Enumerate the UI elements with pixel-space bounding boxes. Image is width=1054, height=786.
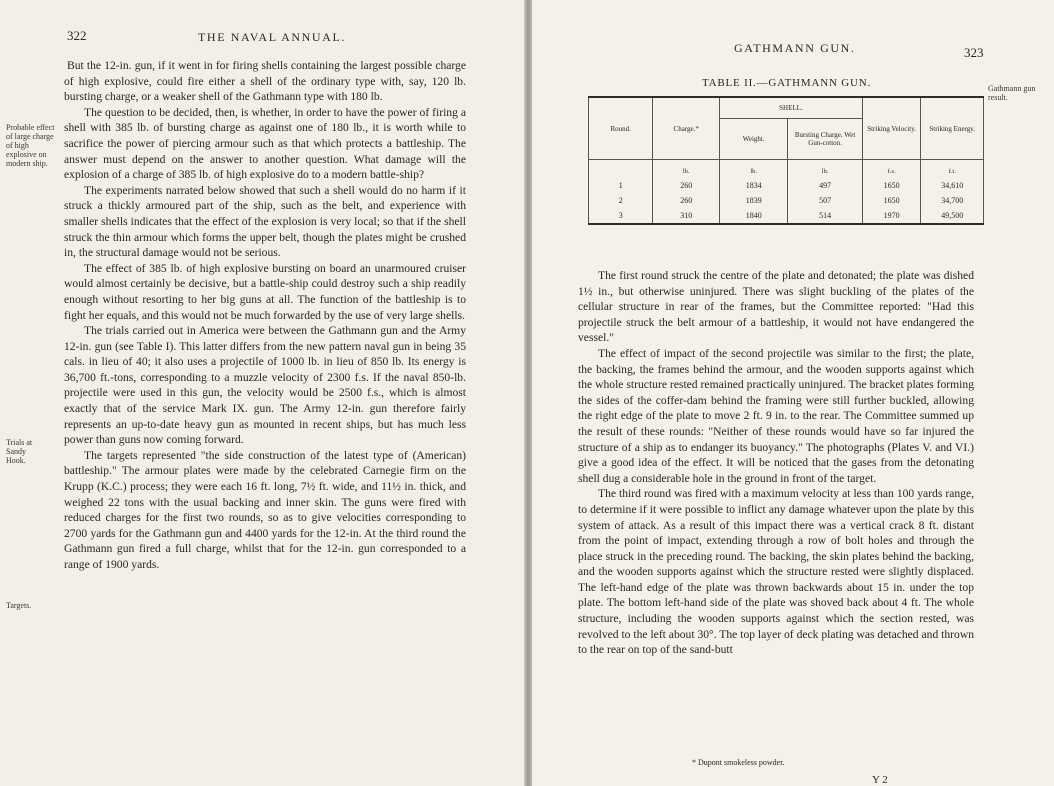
cell-velocity: 1650 bbox=[862, 178, 921, 193]
cell-velocity: 1650 bbox=[862, 193, 921, 208]
paragraph: But the 12-in. gun, if it went in for firing shells containing the largest possible charge of high explosive, could fire either a shell of the ordinary type with, say, 120 lb. bursting charge, or a weaker shell of the Gathmann type with 180 lb. bbox=[64, 59, 466, 104]
gathmann-table bbox=[588, 96, 984, 225]
cell-round: 1 bbox=[589, 178, 653, 193]
cell-bursting: 507 bbox=[788, 193, 862, 208]
book-gutter bbox=[524, 0, 532, 786]
unit-cell bbox=[589, 160, 653, 179]
table-row bbox=[589, 178, 984, 193]
cell-energy: 34,610 bbox=[921, 178, 984, 193]
left-page bbox=[0, 0, 524, 786]
th-charge: Charge.* bbox=[653, 97, 720, 160]
unit-cell: lb. bbox=[719, 160, 787, 179]
paragraph: The first round struck the centre of the plate and detonated; the plate was dished 1½ in., but otherwise uninjured. There was slight buckling of the plates of the cellular structure in rear of the frames, but the Committee reported: "Had this projectile struck the belt armour of a battleship, it would not have endangered the vessel." bbox=[578, 269, 974, 345]
left-body bbox=[64, 58, 466, 573]
table-row bbox=[589, 208, 984, 224]
left-running-head: THE NAVAL ANNUAL. bbox=[198, 30, 346, 44]
cell-charge: 260 bbox=[653, 178, 720, 193]
th-striking-energy: Striking Energy. bbox=[921, 97, 984, 160]
right-running-head: GATHMANN GUN. bbox=[734, 41, 856, 55]
unit-cell: f.t. bbox=[921, 160, 984, 179]
left-page-number: 322 bbox=[67, 28, 87, 43]
right-page-number: 323 bbox=[964, 45, 984, 60]
footnote: * Dupont smokeless powder. bbox=[692, 758, 785, 767]
margin-note-trials: Trials at Sandy Hook. bbox=[6, 438, 33, 465]
table-units-row bbox=[589, 160, 984, 179]
table-row bbox=[589, 193, 984, 208]
paragraph: The trials carried out in America were between the Gathmann gun and the Army 12-in. gun (see Table I). This latter differs from the new pattern naval gun in being 35 cals. in lieu of 40; it also uses a projectile of 1000 lb. in lieu of 850 lb. Its energy is 36,700 ft.-tons, corresponding to a muzzle velocity of 2300 f.s. If the naval 850-lb. projectile were used in this gun, the velocity would be 2500 f.s., which is almost exactly that of the service Mark IX. gun. The Army 12-in. gun therefore fairly represents an up-to-date heavy gun as mounted in recent ships, but has much less power than guns now coming forward. bbox=[64, 324, 466, 447]
cell-round: 2 bbox=[589, 193, 653, 208]
paragraph: The targets represented "the side construction of the latest type of (American) battleship." The armour plates were made by the celebrated Carnegie firm on the Krupp (K.C.) process; they were each 16 ft. long, 7½ ft. wide, and 11½ in. thick, and weighed 22 tons with the usual backing and inner skin. The guns were fired with reduced charges for the first two rounds, so as to give velocities corresponding to 2700 yards for the Gathmann gun and 4400 yards for the 12-in. At the third round the Gathmann gun fired a full charge, whilst that for the 12-in. gun corresponded to a range of 1900 yards. bbox=[64, 448, 466, 571]
signature-mark: Y 2 bbox=[872, 774, 888, 786]
unit-cell: f.s. bbox=[862, 160, 921, 179]
cell-round: 3 bbox=[589, 208, 653, 224]
cell-velocity: 1970 bbox=[862, 208, 921, 224]
paragraph: The third round was fired with a maximum velocity at less than 100 yards range, to determine if it were possible to inflict any damage whatever upon the plate by this system of attack. As a result of this impact there was a vertical crack 8 ft. distant from the point of impact, extending through a row of bolt holes and through the place struck in the preceding round. The backing, the skin plates behind the backing, and the wooden supports against which the structure rested were slightly displaced. The left-hand edge of the plate was thrown backwards about 15 in. under the top plate. The bottom left-hand side of the plate was shoved back about 4 ft. The whole structure, including the wooden supports against which the section rested, was revolved to the left about 30°. The top layer of deck plating was detached and thrown to the rear on top of the sand-butt bbox=[578, 487, 974, 657]
margin-note-probable-effect: Probable effect of large charge of high explosive on modern ship. bbox=[6, 123, 55, 168]
th-round: Round. bbox=[589, 97, 653, 160]
th-weight: Weight. bbox=[719, 119, 787, 160]
table-title: TABLE II.—GATHMANN GUN. bbox=[702, 77, 872, 89]
cell-weight: 1834 bbox=[719, 178, 787, 193]
cell-charge: 310 bbox=[653, 208, 720, 224]
cell-weight: 1840 bbox=[719, 208, 787, 224]
th-striking-velocity: Striking Velocity. bbox=[862, 97, 921, 160]
th-bursting-charge: Bursting Charge. Wet Gun-cotton. bbox=[788, 119, 862, 160]
unit-cell: lb. bbox=[788, 160, 862, 179]
th-shell: SHELL. bbox=[719, 97, 862, 119]
paragraph: The effect of impact of the second projectile was similar to the first; the plate, the backing, the frames behind the armour, and the wooden supports against which the whole structure rested remained practically uninjured. The bracket plates forming the sides of the coffer-dam behind the framing were still further buckled, allowing the right edge of the plate to move 2 ft. 9 in. to the rear. The Committee summed up the result of these rounds: "Neither of these rounds would have so far injured the structure of a ship as to endanger its buoyancy." The photographs (Plates V. and VI.) give a good idea of the effect. It will be noticed that the gases from the detonating shell dug a considerable hole in the ground in front of the target. bbox=[578, 346, 974, 485]
right-body bbox=[578, 268, 974, 658]
paragraph: The experiments narrated below showed that such a shell would do no harm if it struck a thickly armoured part of the ship, such as the belt, and experience with smaller shells indicates that the effect of the explosion is very local; so that if the shell struck the thin armour which forms the upper belt, though the plates might be crushed in, the structural damage would not be serious. bbox=[64, 183, 466, 260]
right-page bbox=[532, 0, 1054, 786]
cell-bursting: 497 bbox=[788, 178, 862, 193]
cell-charge: 260 bbox=[653, 193, 720, 208]
unit-cell: lb. bbox=[653, 160, 720, 179]
margin-note-gathmann-result: Gathmann gun result. bbox=[988, 84, 1036, 102]
paragraph: The effect of 385 lb. of high explosive bursting on board an unarmoured cruiser would almost certainly be decisive, but a battle-ship could destroy such a ship readily enough without resorting to her big guns at all. The function of the battleship is to fight her equals, and this would not be much forwarded by the use of very large shells. bbox=[64, 261, 466, 322]
margin-note-targets: Targets. bbox=[6, 601, 32, 610]
cell-bursting: 514 bbox=[788, 208, 862, 224]
cell-energy: 49,500 bbox=[921, 208, 984, 224]
cell-weight: 1839 bbox=[719, 193, 787, 208]
cell-energy: 34,700 bbox=[921, 193, 984, 208]
paragraph: The question to be decided, then, is whether, in order to have the power of firing a shell with 385 lb. of bursting charge as against one of 180 lb., it is worth while to sacrifice the power of piercing armour such as that which protects a battleship. The answer must depend on the answer to another question. What damage will the explosion of a charge of 385 lb. of high explosive do to a modern battle-ship? bbox=[64, 105, 466, 182]
